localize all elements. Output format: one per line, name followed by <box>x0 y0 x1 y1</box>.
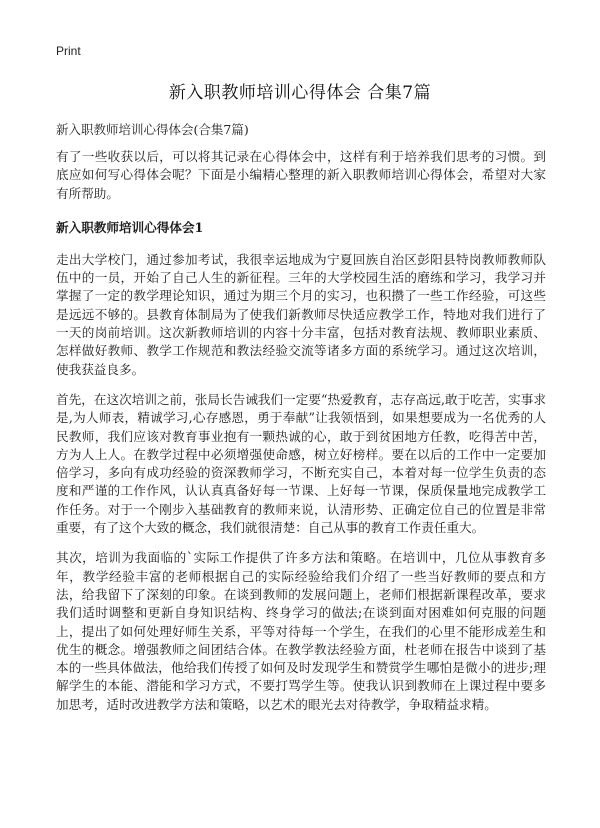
body-paragraph-1: 走出大学校门，通过参加考试，我很幸运地成为宁夏回族自治区彭阳县特岗教师教师队伍中的一员，开始了自己人生的新征程。三年的大学校园生活的磨练和学习，我学习并掌握了一定的教学理论知识，通过为期三个月的实习，也积攒了一些工作经验，可这些是远远不够的。县教育体制局为了使我们新教师尽快适应教学工作，特地对我们进行了一天的岗前培训。这次新教师培训的内容十分丰富，包括对教育法规、教师职业素质、怎样做好教师、教学工作规范和教法经验交流等诸多方面的系统学习。通过这次培训，使我获益良多。 <box>56 251 546 377</box>
body-paragraph-3: 其次，培训为我面临的`实际工作提供了许多方法和策略。在培训中，几位从事教育多年，教学经验丰富的老师根据自己的实际经验给我们介绍了一些当好教师的要点和方法，给我留下了深刻的印象。在谈到教师的发展问题上，老师们根据新课程改革，要求我们适时调整和更新自身知识结构、终身学习的做法;在谈到面对困难如何克服的问题上，提出了如何处理好师生关系，平等对待每一个学生，在我们的心里不能形成差生和优生的概念。增强教师之间团结合体。在教学教法经验方面，杜老师在报告中谈到了基本的一些具体做法，他给我们传授了如何及时发现学生和赞赏学生哪怕是微小的进步;理解学生的本能、潜能和学习方式，不要打骂学生等。使我认识到教师在上课过程中要多加思考，适时改进教学方法和策略，以艺术的眼光去对待教学，争取精益求精。 <box>56 550 546 712</box>
section-heading: 新入职教师培训心得体会1 <box>56 219 204 235</box>
article-body <box>56 148 546 726</box>
body-paragraph-2: 首先，在这次培训之前，张局长告诫我们一定要“热爱教育，志存高远,敢于吃苦，实事求是,为人师表，精诚学习,心存感恩，勇于奉献”让我领悟到，如果想要成为一名优秀的人民教师，我们应该对教育事业抱有一颗热诚的心，敢于到贫困地方任教，吃得苦中苦，方为人上人。在教学过程中必须增强使命感，树立好榜样。要在以后的工作中一定要加倍学习，多向有成功经验的资深教师学习，不断充实自己，本着对每一位学生负责的态度和严谨的工作作风，认认真真备好每一节课、上好每一节课，保质保量地完成教学工作任务。对于一个刚步入基础教育的教师来说，认清形势、正确定位自己的位置是非常重要，有了这个大致的概念，我们就很清楚：自己从事的教育工作责任重大。 <box>56 391 546 536</box>
print-link[interactable]: Print <box>56 44 81 58</box>
page-subtitle: 新入职教师培训心得体会(合集7篇) <box>56 122 249 137</box>
page-title: 新入职教师培训心得体会 合集7篇 <box>168 83 432 103</box>
intro-paragraph: 有了一些收获以后，可以将其记录在心得体会中，这样有利于培养我们思考的习惯。到底应如何写心得体会呢？下面是小编精心整理的新入职教师培训心得体会，希望对大家有所帮助。 <box>56 149 546 201</box>
